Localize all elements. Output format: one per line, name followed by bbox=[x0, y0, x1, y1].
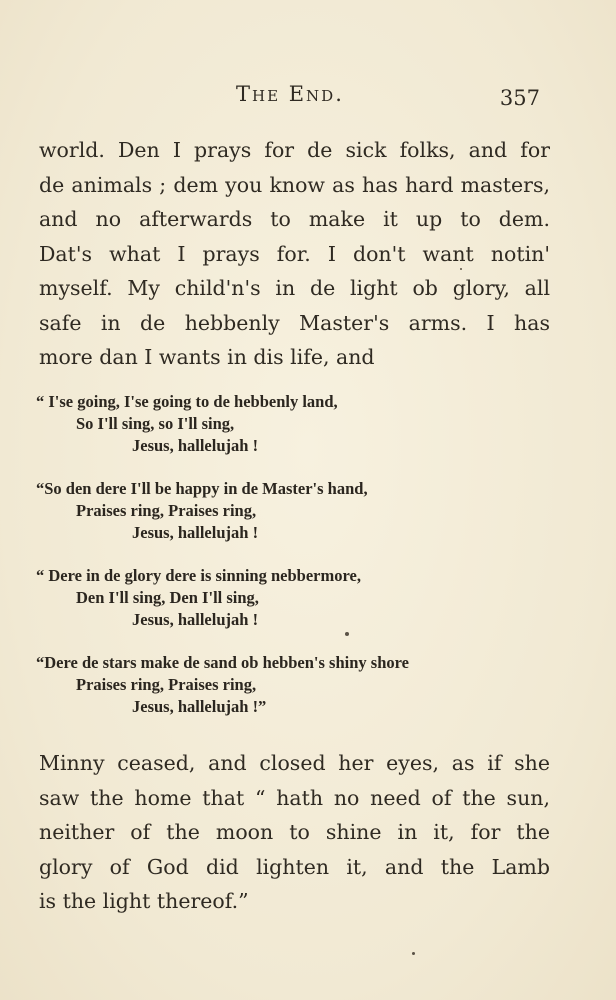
prose-line: more dan I wants in dis life, and bbox=[39, 345, 375, 369]
verse-line: So I'll sing, so I'll sing, bbox=[76, 414, 235, 433]
paper-speck bbox=[460, 268, 462, 270]
verse-line: “So den dere I'll be happy in de Master's hand, bbox=[36, 479, 368, 498]
prose-paragraph-top bbox=[39, 133, 550, 375]
verse-line: Jesus, hallelujah ! bbox=[132, 610, 259, 629]
verse-line: Den I'll sing, Den I'll sing, bbox=[76, 588, 259, 607]
verse-line: Jesus, hallelujah ! bbox=[132, 436, 259, 455]
prose-line: myself. My child'n's in de light ob glory, all bbox=[39, 276, 550, 300]
verse-line: “Dere de stars make de sand ob hebben's shiny shore bbox=[36, 653, 409, 672]
paper-speck bbox=[345, 632, 349, 636]
page-number: 357 bbox=[499, 86, 540, 110]
verse-line: “ Dere in de glory dere is sinning nebbermore, bbox=[36, 566, 361, 585]
prose-line: and no afterwards to make it up to dem. bbox=[39, 207, 550, 231]
paper-speck bbox=[412, 952, 415, 955]
verse-line: Jesus, hallelujah ! bbox=[132, 523, 259, 542]
stanza bbox=[36, 391, 556, 457]
chapter-title: The End. bbox=[236, 82, 344, 106]
hymn-verses bbox=[36, 391, 556, 739]
running-head bbox=[0, 82, 616, 116]
prose-line: safe in de hebbenly Master's arms. I has bbox=[39, 310, 550, 335]
verse-line: Jesus, hallelujah !” bbox=[132, 697, 267, 716]
prose-line: saw the home that “ hath no need of the sun, bbox=[39, 785, 550, 810]
verse-line: Praises ring, Praises ring, bbox=[76, 501, 257, 520]
prose-line: glory of God did lighten it, and the Lamb bbox=[39, 854, 550, 879]
prose-line: de animals ; dem you know as has hard masters, bbox=[39, 172, 550, 197]
verse-line: Praises ring, Praises ring, bbox=[76, 675, 257, 694]
prose-line: Minny ceased, and closed her eyes, as if she bbox=[39, 751, 550, 775]
prose-line: Dat's what I prays for. I don't want notin' bbox=[39, 241, 550, 266]
prose-line: is the light thereof.” bbox=[39, 889, 249, 913]
stanza bbox=[36, 652, 556, 718]
prose-line: neither of the moon to shine in it, for the bbox=[39, 820, 550, 844]
prose-line: world. Den I prays for de sick folks, and for bbox=[39, 138, 550, 162]
stanza bbox=[36, 478, 556, 544]
verse-line: “ I'se going, I'se going to de hebbenly land, bbox=[36, 392, 338, 411]
prose-paragraph-bottom bbox=[39, 746, 550, 919]
stanza bbox=[36, 565, 556, 631]
